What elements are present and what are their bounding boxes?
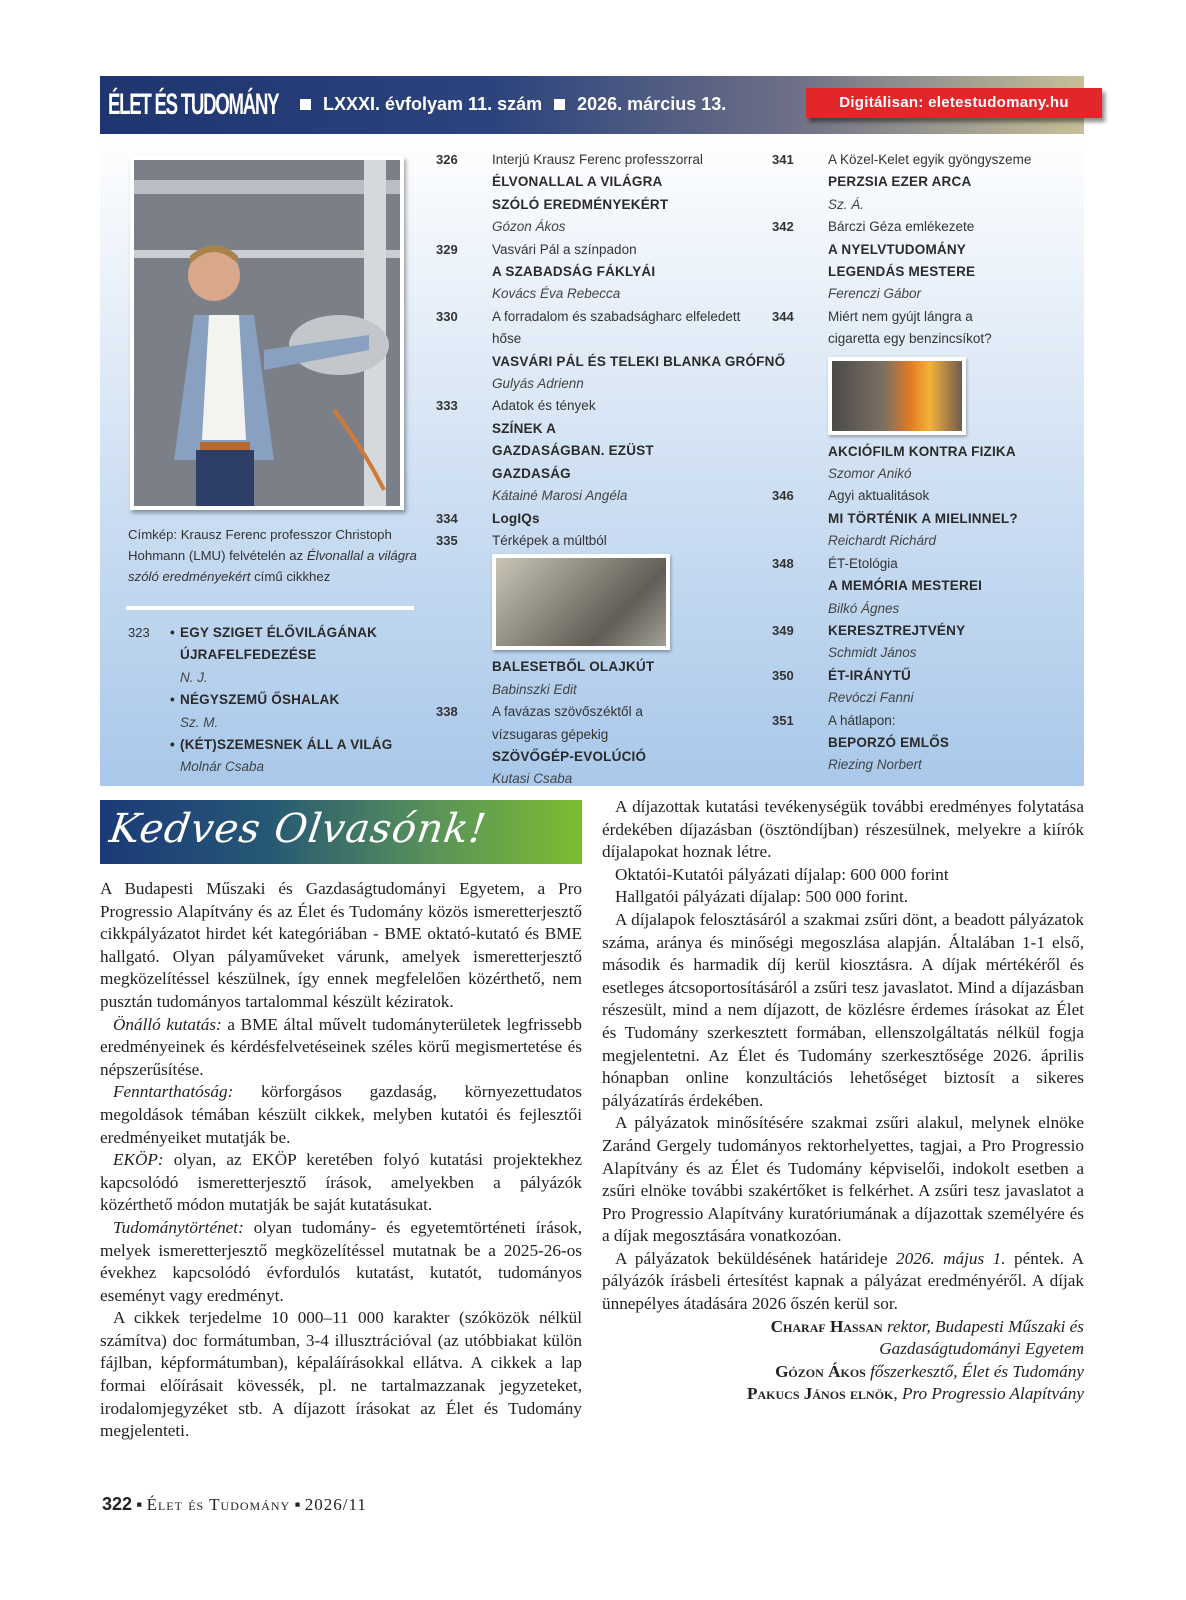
paragraph: A pályázatok minősítésére szakmai zsűri alakul, melynek elnöke Zaránd Gergely tudományos rektorhelyettes, tagjai, a Pro Progressio Alapítvány és az Élet és Tudomány képviselői, indokolt esetben a zsűri elnöke további szakértőket is felkérhet. A zsűri tesz javaslatot a Pro Progressio Alapítvány kuratóriumának a díjazottak személyére és a díjak megosztására vonatkozóan. (602, 1113, 1084, 1246)
toc-entry[interactable] (772, 216, 1072, 306)
burning-car-thumbnail (828, 357, 966, 435)
bullet-icon: • (170, 625, 175, 640)
page-number: 349 (772, 622, 794, 638)
section-divider (126, 606, 414, 610)
toc-entry[interactable] (436, 508, 766, 530)
toc-title: VASVÁRI PÁL ÉS TELEKI BLANKA GRÓFNŐ (492, 353, 786, 369)
paragraph: Tudománytörténet: olyan tudomány- és egyetemtörténeti írások, melyek ismeretterjesztő megközelítéssel mutatnak be a 2025-26-os évekhez kapcsolódó évfordulós kutatást, kutatót, tudományos eseményt vagy eredményt. (100, 1217, 582, 1305)
page-number-footer: 322 (102, 1494, 133, 1514)
toc-entry[interactable] (772, 620, 1072, 665)
toc-entry[interactable] (436, 239, 766, 306)
issue-info (288, 92, 726, 116)
cover-caption (128, 524, 418, 587)
square-bullet-icon (554, 99, 565, 110)
toc-title: BEPORZÓ EMLŐS (828, 734, 950, 750)
toc-kicker: Térképek a múltból (492, 532, 607, 548)
toc-kicker: Vasvári Pál a színpadon (492, 241, 637, 257)
toc-kicker: A hátlapon: (828, 712, 896, 728)
page-number: 329 (436, 241, 458, 257)
toc-entry[interactable] (436, 395, 766, 507)
editorial-banner (100, 800, 582, 864)
toc-kicker: Bárczi Géza emlékezete (828, 219, 975, 235)
toc-kicker: A Közel-Kelet egyik gyöngyszeme (828, 152, 1032, 167)
toc-author: Revóczi Fanni (828, 690, 914, 706)
paragraph: Hallgatói pályázati díjalap: 500 000 forint. (615, 887, 909, 907)
toc-kicker: Agyi aktualitások (828, 488, 930, 504)
toc-title: A NYELVTUDOMÁNY LEGENDÁS MESTERE (828, 241, 976, 280)
toc-kicker: Miért nem gyújt lángra a cigaretta egy benzincsíkot? (828, 308, 992, 347)
toc-entry[interactable] (436, 701, 766, 791)
toc-kicker: Interjú Krausz Ferenc professzorral (492, 152, 703, 167)
toc-title: MI TÖRTÉNIK A MIELINNEL? (828, 510, 1018, 526)
signature: Pakucs János elnök, Pro Progressio Alapítvány (746, 1384, 1084, 1404)
editorial-left-column (100, 878, 582, 1443)
toc-author: Ferenczi Gábor (828, 286, 922, 302)
toc-kicker: A forradalom és szabadságharc elfeledett hőse (492, 308, 741, 347)
toc-entry[interactable] (436, 530, 766, 701)
toc-title: A SZABADSÁG FÁKLYÁI (492, 264, 656, 280)
toc-author: Molnár Csaba (180, 759, 265, 775)
toc-entry[interactable] (128, 622, 428, 779)
toc-kicker: Adatok és tények (492, 398, 596, 414)
toc-title: LogIQs (492, 510, 540, 526)
toc-title: KERESZTREJTVÉNY (828, 622, 966, 638)
toc-title: SZÖVŐGÉP-EVOLÚCIÓ (492, 748, 647, 764)
toc-author: Szomor Anikó (828, 466, 912, 482)
cover-photo (130, 156, 404, 510)
editorial-heading: Kedves Olvasónk! (106, 806, 490, 852)
toc-entry[interactable] (772, 665, 1072, 710)
paragraph: Oktatói-Kutatói pályázati díjalap: 600 000 forint (615, 864, 949, 884)
page-number: 333 (436, 398, 458, 414)
page-number: 323 (128, 625, 150, 640)
toc-author: N. J. (180, 669, 208, 685)
table-of-contents (100, 134, 1084, 786)
page-number: 350 (772, 667, 794, 683)
bullet-icon: • (170, 737, 175, 753)
toc-author: Bilkó Ágnes (828, 600, 900, 616)
page-number: 338 (436, 704, 458, 720)
toc-entry[interactable] (772, 485, 1072, 552)
toc-title: AKCIÓFILM KONTRA FIZIKA (828, 443, 1016, 459)
toc-entry[interactable] (772, 149, 1072, 216)
page-number: 344 (772, 308, 794, 324)
toc-title: ÉLVONALLAL A VILÁGRA SZÓLÓ EREDMÉNYEKÉRT (492, 174, 669, 212)
toc-author: Sz. Á. (828, 196, 865, 212)
toc-title: A MEMÓRIA MESTEREI (828, 578, 983, 594)
signature: Charaf Hassan rektor, Budapesti Műszaki és Gazdaságtudományi Egyetem (770, 1316, 1084, 1359)
editorial-right-column (602, 796, 1084, 1406)
toc-title: • EGY SZIGET ÉLŐVILÁGÁNAK ÚJRAFELFEDEZÉSE (180, 622, 428, 667)
toc-kicker: ÉT-Etológia (828, 555, 898, 571)
toc-entry[interactable] (772, 553, 1072, 620)
cave-thumbnail (492, 554, 670, 650)
page-number: 330 (436, 308, 458, 324)
page-number: 348 (772, 555, 794, 571)
caption-text-end: című cikkhez (250, 569, 331, 584)
bullet-icon: • (170, 692, 175, 708)
toc-title: • (KÉT)SZEMESNEK ÁLL A VILÁG (180, 734, 428, 756)
toc-author: Reichardt Richárd (828, 533, 937, 549)
toc-author: Kovács Éva Rebecca (492, 286, 621, 302)
toc-kicker: A favázas szövőszéktől a vízsugaras gépekig (492, 704, 643, 742)
page-number: 334 (436, 510, 458, 526)
paragraph: A cikkek terjedelme 10 000–11 000 karakter (szóközök nélkül számítva) doc formátumban, 3-4 illusztrációval (az utóbbiakat külön fájlban, képformátumban), képaláírásokkal ellátva. A cikkek a lap formai előírásait kövessék, pl. ne tartalmazzanak jegyzeteket, irodalomjegyzéket stb. A díjazott írásokat az Élet és Tudomány megjelenteti. (100, 1308, 582, 1441)
caption-text: Címkép: Krausz Ferenc professzor Christoph Hohmann (LMU) felvételén az (128, 527, 392, 563)
toc-author: Kutasi Csaba (492, 771, 573, 787)
magazine-logo: ÉLET ÉS TUDOMÁNY (108, 88, 279, 121)
page-number: 346 (772, 488, 794, 504)
toc-author: Babinszki Edit (492, 681, 577, 697)
toc-author: Gózon Ákos (492, 219, 566, 235)
separator-icon: ▪ (136, 1495, 143, 1514)
page-number: 341 (772, 152, 794, 167)
toc-entry[interactable] (772, 710, 1072, 777)
page-footer (102, 1494, 367, 1515)
page-number: 351 (772, 712, 794, 728)
separator-icon: ▪ (294, 1495, 301, 1514)
toc-author: Schmidt János (828, 645, 917, 661)
signature: Gózon Ákos főszerkesztő, Élet és Tudomány (775, 1361, 1084, 1381)
issue-date: 2026. március 13. (577, 94, 727, 114)
page-number: 326 (436, 152, 458, 167)
toc-author: Kátainé Marosi Angéla (492, 488, 628, 504)
digital-edition-link[interactable]: Digitálisan: eletestudomany.hu (806, 88, 1102, 118)
page-number: 342 (772, 219, 794, 235)
toc-title: PERZSIA EZER ARCA (828, 174, 972, 190)
paragraph: Önálló kutatás: a BME által művelt tudományterületek legfrissebb eredményeinek és kérdésfelvetéseinek széles körű megismertetése és népszerűsítése. (100, 1014, 582, 1079)
footer-issue: 2026/11 (304, 1495, 367, 1514)
toc-title: ÉT-IRÁNYTŰ (828, 667, 911, 683)
toc-title: SZÍNEK A GAZDASÁGBAN. EZÜST GAZDASÁG (492, 420, 654, 481)
square-bullet-icon (300, 99, 311, 110)
volume-number: LXXXI. évfolyam 11. szám (323, 94, 543, 114)
paragraph: A díjazottak kutatási tevékenységük további eredményes folytatása érdekében díjazásban (ösztöndíjban) részesülnek, melyekre a kiírók díjalapokat hoznak létre. (602, 797, 1084, 862)
toc-entry[interactable] (436, 149, 766, 239)
toc-right-column (772, 149, 1072, 777)
caption-article-title: Élvonallal a világra szóló eredményekért (128, 548, 417, 584)
paragraph: Fenntarthatóság: körforgásos gazdaság, környezettudatos megoldások témában készült cikkek, melyben kutatói és fejlesztői eredményeiket mutatják be. (100, 1082, 582, 1147)
toc-author: Sz. M. (180, 714, 219, 730)
toc-title: • NÉGYSZEMŰ ŐSHALAK (180, 689, 428, 711)
toc-author: Gulyás Adrienn (492, 376, 584, 392)
toc-entry[interactable] (772, 306, 1072, 486)
paragraph: A Budapesti Műszaki és Gazdaságtudományi Egyetem, a Pro Progressio Alapítvány és az Élet és Tudomány közös ismeretterjesztő cikkpályázatot hirdet két kategóriában - BME oktató-kutató és BME hallgató. Olyan pályaműveket várunk, amelyek ismeretterjesztő megközelítéssel készülnek, így ennek megfelelően közérthető, nem pusztán tudományos tartalommal készült kéziratok. (100, 879, 582, 1011)
toc-left-column (128, 622, 428, 779)
paragraph: EKÖP: olyan, az EKÖP keretében folyó kutatási projektekhez kapcsolódó ismeretterjesztő írások, amelyekben a pályázók közérthető módon mutatják be saját kutatásukat. (100, 1150, 582, 1215)
cover-photo-illustration (134, 160, 400, 506)
toc-title: BALESETBŐL OLAJKÚT (492, 659, 655, 675)
paragraph: A díjalapok felosztásáról a szakmai zsűri dönt, a beadott pályázatok száma, aránya és minőségi megoszlása alapján. Általában 1-1 első, második és harmadik díj kerül kiosztásra. A díjak mértékéről és esetleges átcsoportosításáról a zsűri tesz javaslatot. Mind a díjazásban részesült, mind a nem díjazott, de közlésre érdemes írásokat az Élet és Tudomány szerkesztett formában, ellenszolgáltatás nélkül fogja megjelentetni. Az Élet és Tudomány szerkesztősége 2026. április hónapban online konzultációs lehetőséget biztosít a sikeres pályázatírás érdekében. (602, 909, 1084, 1110)
footer-magazine-title: Élet és Tudomány (146, 1495, 291, 1514)
page-number: 335 (436, 532, 458, 548)
paragraph: A pályázatok beküldésének határideje 2026. május 1. péntek. A pályázók írásbeli értesítést kapnak a pályázat eredményéről. A díjak ünnepélyes átadására 2026 őszén kerül sor. (602, 1248, 1084, 1314)
toc-author: Riezing Norbert (828, 757, 922, 773)
